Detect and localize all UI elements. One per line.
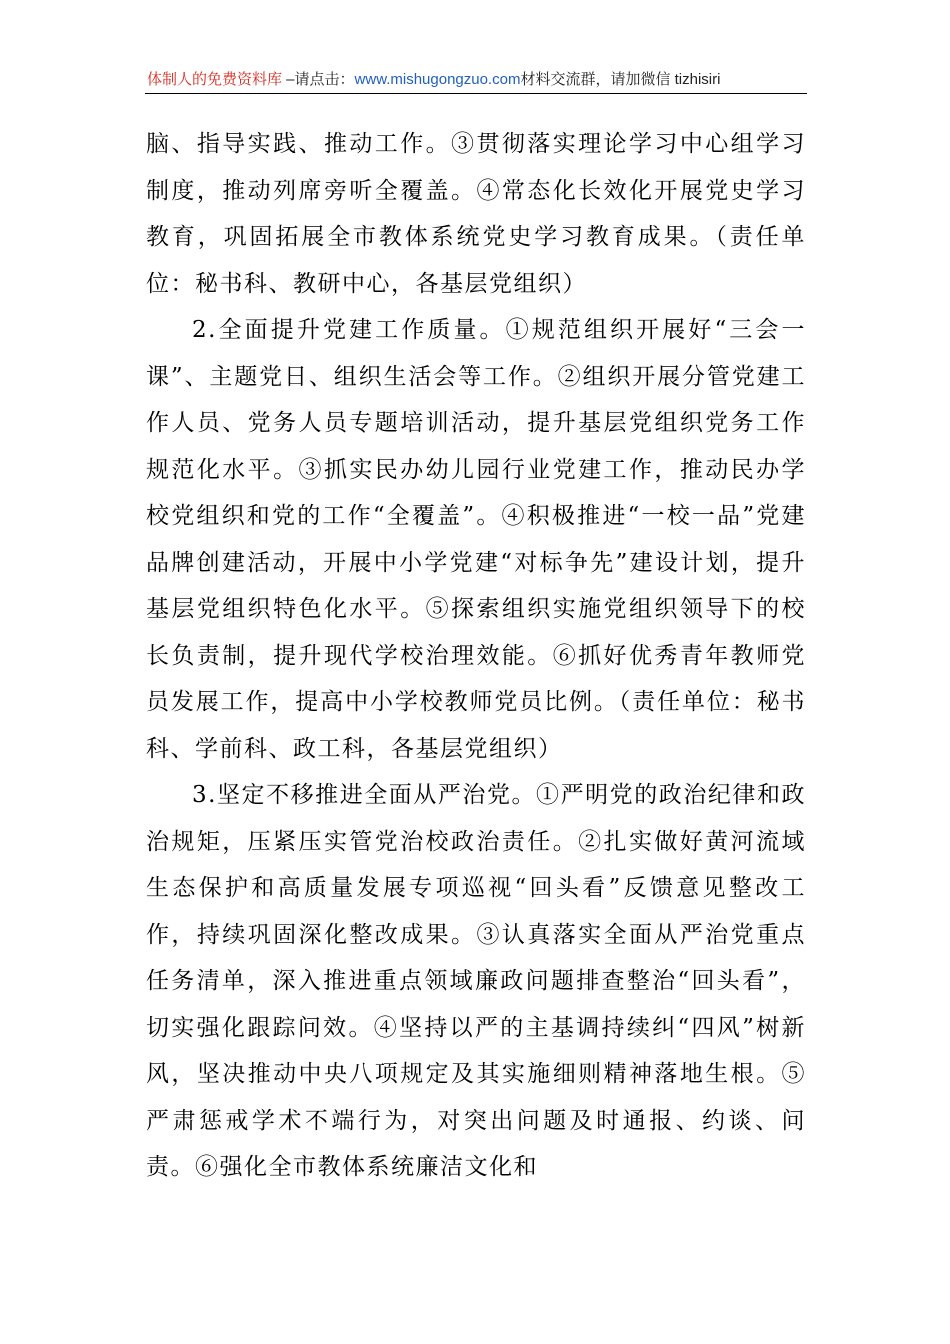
paragraph-continuation: 脑、指导实践、推动工作。③贯彻落实理论学习中心组学习制度，推动列席旁听全覆盖。④常态化长效化开展党史学习教育，巩固拓展全市教体系统党史学习教育成果。（责任单位：秘书科、教研中心，各基层党组织） xyxy=(146,131,806,297)
header-separator: –请点击： xyxy=(282,71,355,88)
page-header xyxy=(147,69,807,95)
paragraph-item-3: 3.坚定不移推进全面从严治党。①严明党的政治纪律和政治规矩，压紧压实管党治校政治责任。②扎实做好黄河流域生态保护和高质量发展专项巡视“回头看”反馈意见整改工作，持续巩固深化整改成果。③认真落实全面从严治党重点任务清单，深入推进重点领域廉政问题排查整治“回头看”，切实强化跟踪问效。④坚持以严的主基调持续纠“四风”树新风，坚决推动中央八项规定及其实施细则精神落地生根。⑤严肃惩戒学术不端行为，对突出问题及时通报、约谈、问责。⑥强化全市教体系统廉洁文化和 xyxy=(146,782,806,1180)
header-url-link[interactable]: www.mishugongzuo.com xyxy=(354,71,521,88)
header-divider xyxy=(145,93,807,94)
header-contact: 材料交流群，请加微信 tizhisiri xyxy=(520,71,721,88)
header-site-name: 体制人的免费资料库 xyxy=(147,71,283,88)
document-body xyxy=(146,121,806,1191)
paragraph-item-2: 2.全面提升党建工作质量。①规范组织开展好“三会一课”、主题党日、组织生活会等工作。②组织开展分管党建工作人员、党务人员专题培训活动，提升基层党组织党务工作规范化水平。③抓实民办幼儿园行业党建工作，推动民办学校党组织和党的工作“全覆盖”。④积极推进“一校一品”党建品牌创建活动，开展中小学党建“对标争先”建设计划，提升基层党组织特色化水平。⑤探索组织实施党组织领导下的校长负责制，提升现代学校治理效能。⑥抓好优秀青年教师党员发展工作，提高中小学校教师党员比例。（责任单位：秘书科、学前科、政工科，各基层党组织） xyxy=(146,317,806,762)
